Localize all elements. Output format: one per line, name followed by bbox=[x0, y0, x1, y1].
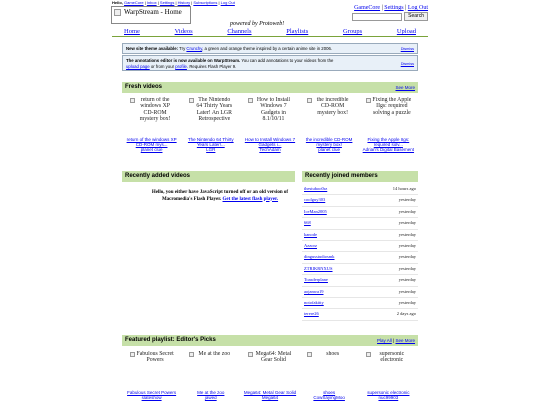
video-user-link[interactable]: CowSayingMoo bbox=[313, 395, 345, 400]
playlist-actions: Play All | See More bbox=[377, 338, 415, 343]
thumbnail-alt: Fabulous Secret Powers bbox=[136, 351, 174, 364]
video-user-link[interactable]: planet clue bbox=[318, 147, 341, 152]
video-title-link[interactable]: Mega64: Metal Gear Solid bbox=[243, 390, 297, 395]
thumbnail-alt: The Nintendo 64 Thirty Years Later! An LGR Retrospective bbox=[196, 97, 233, 122]
inbox-link[interactable]: Inbox bbox=[146, 0, 157, 5]
thumbnail-alt: the incredible CD-ROM mystery box! bbox=[316, 97, 349, 116]
greeting: Hello, bbox=[112, 0, 123, 5]
video-item bbox=[124, 97, 180, 152]
profile-link[interactable]: profile bbox=[175, 63, 187, 69]
nav-channels[interactable]: Channels bbox=[227, 28, 252, 35]
video-title-link[interactable]: the incredible CD-ROM mystery box! bbox=[305, 137, 353, 147]
broken-image-icon bbox=[130, 352, 135, 357]
video-title-link[interactable]: Me at the zoo bbox=[197, 390, 225, 395]
thumbnail-alt: shoes bbox=[326, 351, 340, 357]
site-logo[interactable] bbox=[111, 6, 191, 24]
thumbnail-alt: return of the windows XP CD-ROM mystery box! bbox=[139, 97, 171, 122]
thumbnail-alt: Me at the zoo bbox=[198, 351, 231, 357]
notice-text: . Requires Flash Player 9. bbox=[186, 63, 237, 69]
video-user-link[interactable]: TechAdam bbox=[259, 147, 281, 152]
main-nav bbox=[112, 28, 428, 35]
crunchy-theme-link[interactable]: Crunchy bbox=[186, 46, 203, 51]
flash-message-text: Hello, you either have JavaScript turned off or an old version of Macromedia's Flash Player. bbox=[151, 190, 289, 202]
search-button[interactable]: Search bbox=[404, 12, 428, 21]
notice-title: The annotations editor is now available on WarpStream. bbox=[126, 58, 241, 63]
member-link[interactable]: aojanwa19 bbox=[304, 288, 324, 294]
member-row bbox=[302, 230, 418, 241]
notice-text: Try bbox=[178, 46, 187, 51]
video-thumbnail[interactable] bbox=[129, 351, 175, 389]
video-user-link[interactable]: Adrian's Digital Basement bbox=[362, 147, 415, 152]
video-title-link[interactable]: Fabulous Secret Powers bbox=[127, 390, 177, 395]
broken-image-icon bbox=[248, 352, 253, 357]
notice-text: or from your bbox=[149, 63, 176, 69]
video-item bbox=[242, 351, 298, 400]
member-link[interactable]: kanode bbox=[304, 231, 317, 237]
broken-image-icon bbox=[114, 9, 121, 16]
thumbnail-alt: Fixing the Apple IIgs: required solving a puzzle bbox=[372, 97, 412, 116]
broken-image-icon bbox=[366, 352, 371, 357]
video-thumbnail[interactable] bbox=[365, 97, 411, 136]
section-title: Recently joined members bbox=[305, 173, 378, 179]
member-row bbox=[302, 241, 418, 252]
member-link[interactable]: IceMan2005 bbox=[304, 208, 327, 214]
user-bar: Hello, GameCore | Inbox | Settings | History | Subscriptions | Log Out bbox=[112, 0, 235, 5]
notice-text: You can add annotations to your videos from the bbox=[240, 58, 334, 63]
fresh-videos-list bbox=[122, 97, 418, 152]
tagline: powered by Protoweb! bbox=[230, 21, 285, 27]
member-joined-time: yesterday bbox=[398, 265, 416, 271]
member-joined-time: yesterday bbox=[398, 277, 416, 283]
member-link[interactable]: notofakitty bbox=[304, 299, 324, 305]
logo-alt-text: WarpStream - Home bbox=[124, 8, 182, 16]
member-link[interactable]: thestuboo0rz bbox=[304, 186, 328, 191]
member-row bbox=[302, 195, 418, 206]
nav-playlists[interactable]: Playlists bbox=[286, 28, 309, 35]
playlist-videos-list bbox=[122, 351, 418, 400]
fresh-videos-header bbox=[122, 82, 418, 93]
video-item bbox=[301, 97, 357, 152]
member-row bbox=[302, 207, 418, 218]
video-title-link[interactable]: The Nintendo 64 Thirty Years Later!... bbox=[187, 137, 234, 147]
member-joined-time: yesterday bbox=[398, 242, 416, 248]
video-item bbox=[124, 351, 180, 400]
recent-members-header bbox=[302, 171, 418, 182]
member-link[interactable]: dingusstudiosmk bbox=[304, 254, 335, 260]
dismiss-annotations-notice-link[interactable]: Dismiss bbox=[400, 62, 414, 66]
dismiss-theme-notice-link[interactable]: Dismiss bbox=[400, 47, 414, 51]
member-link[interactable]: Azzorz bbox=[304, 242, 317, 248]
video-user-link[interactable]: LGR bbox=[206, 147, 216, 152]
video-thumbnail[interactable] bbox=[129, 97, 175, 136]
video-thumbnail[interactable] bbox=[247, 351, 293, 389]
play-all-link[interactable]: Play All bbox=[377, 338, 392, 343]
annotations-notice bbox=[122, 55, 418, 71]
video-thumbnail[interactable] bbox=[188, 351, 234, 389]
thumbnail-alt: How to Install Windows 7 Gadgets in 8.1/10/11 bbox=[256, 97, 291, 122]
nav-home[interactable]: Home bbox=[124, 28, 140, 35]
video-thumbnail[interactable] bbox=[306, 97, 352, 136]
broken-image-icon bbox=[189, 352, 194, 357]
video-user-link[interactable]: jawed bbox=[204, 395, 217, 400]
member-joined-time: yesterday bbox=[398, 254, 416, 260]
video-thumbnail[interactable] bbox=[306, 351, 352, 389]
account-settings-link[interactable]: Settings bbox=[384, 5, 404, 11]
video-thumbnail[interactable] bbox=[247, 97, 293, 136]
member-link[interactable]: coolguy303 bbox=[304, 197, 326, 203]
search-form bbox=[352, 12, 428, 21]
member-link[interactable]: terere26 bbox=[304, 311, 319, 317]
member-joined-time: yesterday bbox=[398, 288, 416, 294]
account-links: GameCore | Settings | Log Out bbox=[354, 5, 428, 11]
member-row bbox=[302, 264, 418, 275]
broken-image-icon bbox=[248, 98, 253, 103]
broken-image-icon bbox=[307, 352, 312, 357]
video-item bbox=[183, 351, 239, 400]
playlist-see-more-link[interactable]: See More bbox=[395, 338, 415, 343]
member-joined-time: yesterday bbox=[398, 299, 416, 305]
member-joined-time: yesterday bbox=[398, 220, 416, 226]
member-row bbox=[302, 218, 418, 229]
member-joined-time: 14 hours ago bbox=[392, 186, 416, 191]
video-title-link[interactable]: return of the windows XP CD-ROM mys... bbox=[126, 137, 177, 147]
search-input[interactable] bbox=[352, 13, 402, 21]
video-item bbox=[360, 97, 416, 152]
video-user-link[interactable]: nuc99903 bbox=[378, 395, 399, 400]
account-logout-link[interactable]: Log Out bbox=[407, 5, 428, 11]
username-link[interactable]: GameCore bbox=[124, 0, 144, 5]
notice-text: , a green and orange theme inspired by a certain anime site in 2006. bbox=[202, 46, 333, 51]
member-row bbox=[302, 184, 418, 195]
member-joined-time: yesterday bbox=[398, 208, 416, 214]
member-row bbox=[302, 275, 418, 286]
broken-image-icon bbox=[189, 98, 194, 103]
history-link[interactable]: History bbox=[177, 0, 191, 5]
get-flash-link[interactable]: Get the latest flash player. bbox=[222, 196, 279, 202]
member-row bbox=[302, 287, 418, 298]
subscriptions-link[interactable]: Subscriptions bbox=[193, 0, 218, 5]
nav-groups[interactable]: Groups bbox=[342, 28, 363, 35]
members-list bbox=[302, 184, 418, 321]
notice-title: New site theme available: bbox=[126, 46, 179, 51]
fresh-see-more-link[interactable]: See More bbox=[395, 85, 415, 90]
logout-link[interactable]: Log Out bbox=[220, 0, 235, 5]
video-item bbox=[360, 351, 416, 400]
member-joined-time: 2 days ago bbox=[396, 311, 416, 317]
member-joined-time: yesterday bbox=[398, 231, 416, 237]
nav-divider bbox=[112, 36, 428, 37]
video-user-link[interactable]: slateshow bbox=[141, 395, 162, 400]
video-thumbnail[interactable] bbox=[188, 97, 234, 136]
member-row bbox=[302, 309, 418, 320]
video-thumbnail[interactable] bbox=[365, 351, 411, 389]
member-row bbox=[302, 298, 418, 309]
broken-image-icon bbox=[307, 98, 312, 103]
account-username-link[interactable]: GameCore bbox=[354, 5, 381, 11]
broken-image-icon bbox=[366, 98, 371, 103]
thumbnail-alt: supersonic electronic bbox=[379, 351, 405, 364]
upload-page-link[interactable]: upload page bbox=[126, 63, 150, 69]
member-joined-time: yesterday bbox=[398, 197, 416, 203]
video-title-link[interactable]: shoes bbox=[323, 390, 336, 395]
nav-upload[interactable]: Upload bbox=[396, 28, 416, 35]
section-title: Fresh videos bbox=[125, 84, 163, 90]
video-item bbox=[183, 97, 239, 152]
settings-link[interactable]: Settings bbox=[159, 0, 175, 5]
member-link[interactable]: 668 bbox=[304, 220, 311, 226]
section-title: Featured playlist: Editor's Picks bbox=[125, 337, 216, 343]
broken-image-icon bbox=[130, 98, 135, 103]
video-title-link[interactable]: How to Install Windows 7 Gadgets i... bbox=[244, 137, 296, 147]
video-user-link[interactable]: Mega64 bbox=[261, 395, 279, 400]
thumbnail-alt: Mega64: Metal Gear Solid bbox=[255, 351, 292, 364]
video-title-link[interactable]: supersonic electronic bbox=[367, 390, 410, 395]
nav-videos[interactable]: Videos bbox=[174, 28, 193, 35]
featured-playlist-header bbox=[122, 335, 418, 346]
member-row bbox=[302, 252, 418, 263]
member-link[interactable]: ZTRIKRNXUS bbox=[304, 265, 333, 271]
video-title-link[interactable]: Fixing the Apple IIgs: required solv... bbox=[367, 137, 410, 147]
video-item bbox=[301, 351, 357, 400]
theme-notice bbox=[122, 43, 418, 54]
video-user-link[interactable]: planet clue bbox=[140, 147, 163, 152]
video-item bbox=[242, 97, 298, 152]
member-link[interactable]: Toasderplane bbox=[304, 277, 328, 283]
flash-player-message bbox=[150, 190, 290, 203]
recent-videos-header bbox=[122, 171, 295, 182]
section-title: Recently added videos bbox=[125, 173, 191, 179]
